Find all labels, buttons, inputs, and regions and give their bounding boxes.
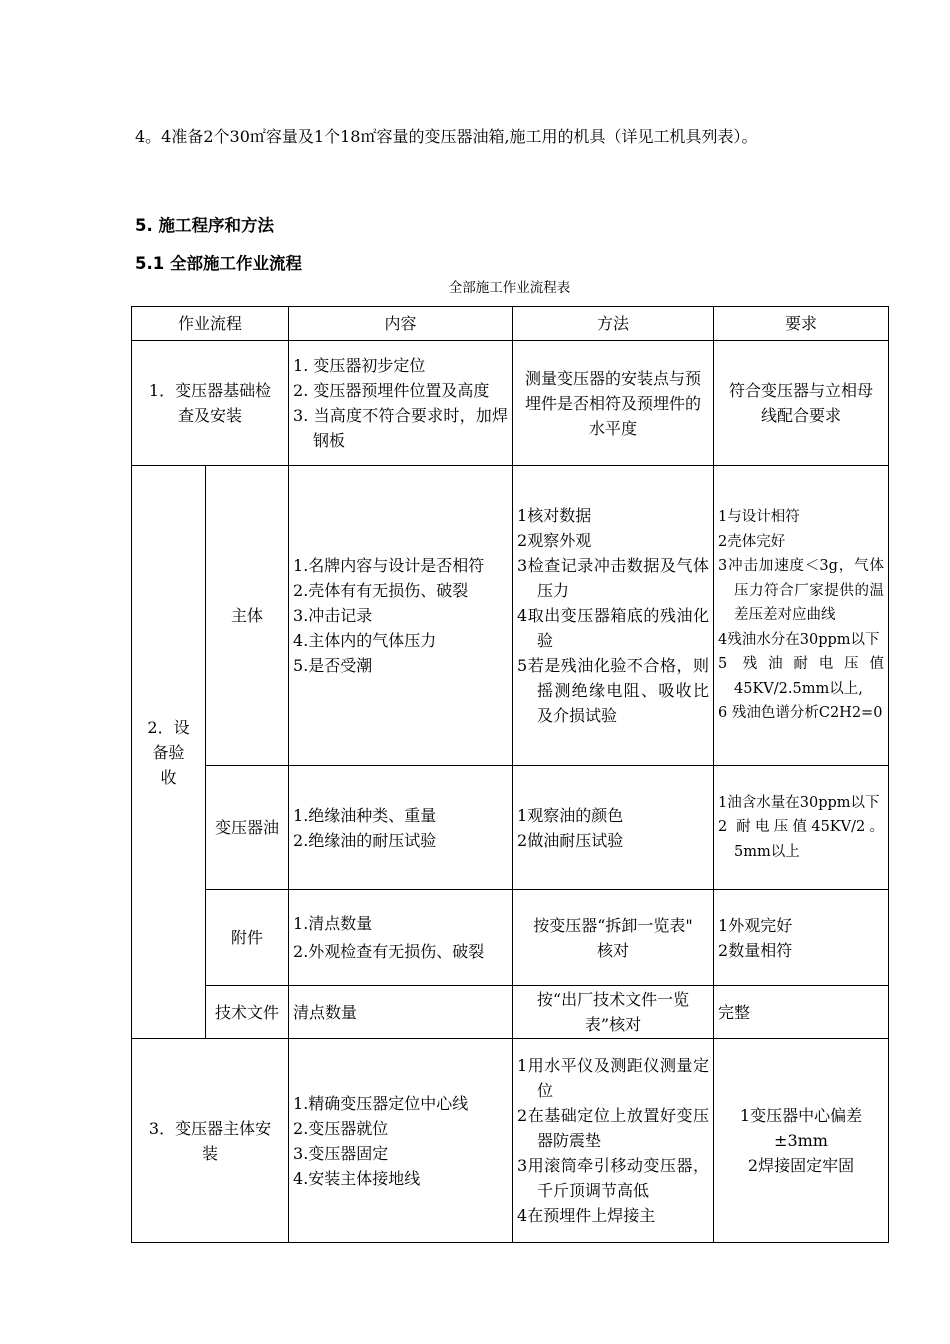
content-cell [289,1039,513,1243]
list-item: 3冲击加速度＜3g，气体压力符合厂家提供的温差压差对应曲线 [718,558,885,624]
list-item: 1与设计相符 [718,509,800,526]
section-heading: 5. 施工程序和方法 [135,216,274,235]
subitem-label: 技术文件 [206,986,289,1039]
content-cell [289,766,513,890]
requirement-cell: 完整 [714,986,889,1039]
list-item: 1外观完好 [718,915,793,935]
subitem-label: 主体 [206,466,289,766]
header-process: 作业流程 [132,307,289,341]
method-cell [513,466,714,766]
table-row [132,341,889,466]
list-item: 1观察油的颜色 [517,805,624,825]
list-item: 1.精确变压器定位中心线 [293,1093,469,1113]
list-item: 4取出变压器箱底的残油化验 [517,606,710,650]
list-item: 2焊接固定牢固 [747,1156,855,1175]
method-cell [513,1039,714,1243]
requirement-cell [714,466,889,766]
list-item: 3.冲击记录 [293,606,373,625]
paragraph-equipment-prep: 4。4准备2个30㎡容量及1个18㎡容量的变压器油箱,施工用的机具（详见工机具列表）。 [135,127,758,146]
construction-flow-table [131,306,889,1243]
list-item: 3. 当高度不符合要求时，加焊钢板 [293,406,509,450]
content-cell [289,341,513,466]
process-cell: 2．设备验收 [132,466,206,1039]
process-cell: 1．变压器基础检查及安装 [132,341,289,466]
list-item: 3.变压器固定 [293,1143,389,1163]
process-cell: 3．变压器主体安装 [132,1039,289,1243]
list-item: 4.安装主体接地线 [293,1168,421,1188]
requirement-cell [714,1039,889,1243]
list-item: 2.壳体有有无损伤、破裂 [293,581,469,600]
list-item: 1油含水量在30ppm以下 [718,794,880,811]
header-method: 方法 [513,307,714,341]
list-item: 3检查记录冲击数据及气体压力 [517,556,710,600]
header-requirement: 要求 [714,307,889,341]
list-item: 2观察外观 [517,531,592,550]
list-item: 2.绝缘油的耐压试验 [293,830,437,850]
subitem-label: 变压器油 [206,766,289,890]
list-item: 2.变压器就位 [293,1118,389,1138]
list-item: 5若是残油化验不合格，则摇测绝缘电阻、吸收比及介损试验 [517,656,710,725]
list-item: 2数量相符 [718,940,793,960]
list-item: 4.主体内的气体压力 [293,631,437,650]
list-item: 4残油水分在30ppm以下 [718,631,880,648]
table-caption: 全部施工作业流程表 [448,280,571,296]
list-item: 1变压器中心偏差±3mm [739,1106,863,1150]
list-item: 1. 变压器初步定位 [293,356,426,375]
content-cell [289,890,513,986]
table-row [132,890,889,986]
list-item: 5.是否受潮 [293,656,373,675]
requirement-cell [714,890,889,986]
table-row [132,1039,889,1243]
list-item: 2做油耐压试验 [517,830,624,850]
list-item: 5 残油耐电压值45KV/2.5mm以上, [718,656,885,697]
list-item: 2.外观检查有无损伤、破裂 [293,941,485,961]
method-cell: 测量变压器的安装点与预埋件是否相符及预埋件的水平度 [513,341,714,466]
list-item: 1.清点数量 [293,913,373,933]
requirement-cell: 符合变压器与立相母线配合要求 [714,341,889,466]
method-cell: 按“出厂技术文件一览表”核对 [513,986,714,1039]
list-item: 2 耐电压值45KV/2。5mm以上 [718,819,885,860]
table-row [132,986,889,1039]
requirement-cell [714,766,889,890]
table-header-row [132,307,889,341]
method-cell: 按变压器“拆卸一览表" 核对 [513,890,714,986]
list-item: 2壳体完好 [718,533,786,550]
list-item: 2在基础定位上放置好变压器防震垫 [517,1106,710,1150]
subitem-label: 附件 [206,890,289,986]
table-row [132,766,889,890]
list-item: 1核对数据 [517,506,592,525]
list-item: 1.名牌内容与设计是否相符 [293,556,485,575]
header-content: 内容 [289,307,513,341]
list-item: 2. 变压器预埋件位置及高度 [293,381,490,400]
list-item: 6 残油色谱分析C2H2=0 [718,705,883,722]
list-item: 4在预埋件上焊接主 [517,1206,656,1225]
table-row [132,466,889,766]
list-item: 1.绝缘油种类、重量 [293,805,437,825]
method-cell [513,766,714,890]
content-cell [289,466,513,766]
list-item: 3用滚筒牵引移动变压器，千斤顶调节高低 [517,1156,710,1200]
list-item: 1用水平仪及测距仪测量定位 [517,1056,710,1100]
content-cell: 清点数量 [289,986,513,1039]
subsection-heading: 5.1 全部施工作业流程 [135,254,302,273]
